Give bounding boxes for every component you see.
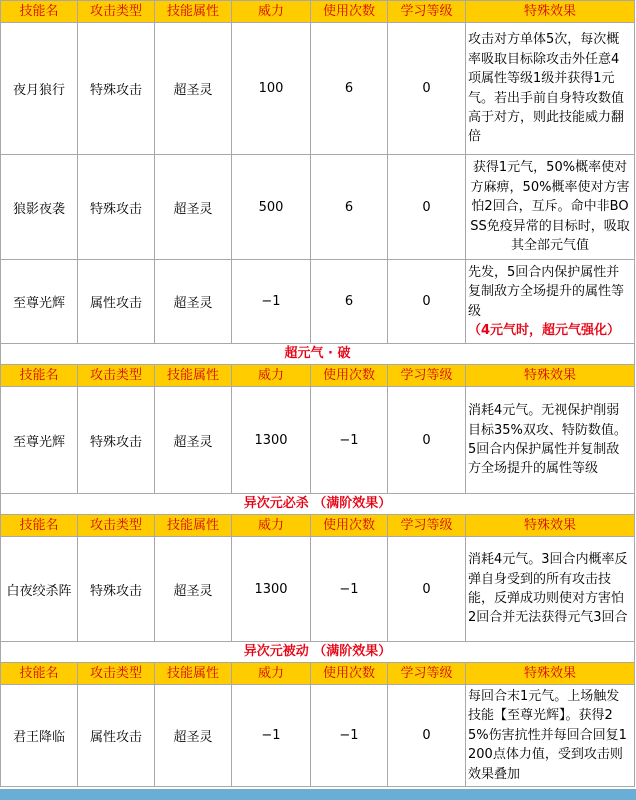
header-attack-type: 攻击类型 <box>78 515 155 537</box>
header-learn-level: 学习等级 <box>388 365 466 387</box>
header-uses: 使用次数 <box>311 1 388 23</box>
table-row <box>1 685 635 787</box>
learn-level-value: 0 <box>388 387 466 494</box>
table-row <box>1 23 635 155</box>
attack-type: 特殊攻击 <box>78 537 155 642</box>
uses-value: 6 <box>311 23 388 155</box>
header-learn-level: 学习等级 <box>388 515 466 537</box>
skill-attribute: 超圣灵 <box>155 537 232 642</box>
bottom-divider-bar <box>0 789 636 800</box>
uses-value: −1 <box>311 685 388 787</box>
header-uses: 使用次数 <box>311 365 388 387</box>
header-skill-name: 技能名 <box>1 663 78 685</box>
skill-name: 至尊光辉 <box>1 387 78 494</box>
skill-attribute: 超圣灵 <box>155 23 232 155</box>
table-row <box>1 387 635 494</box>
header-skill-name: 技能名 <box>1 1 78 23</box>
header-special-effect: 特殊效果 <box>466 663 635 685</box>
attack-type: 特殊攻击 <box>78 155 155 260</box>
header-attack-type: 攻击类型 <box>78 663 155 685</box>
attack-type: 属性攻击 <box>78 685 155 787</box>
header-learn-level: 学习等级 <box>388 1 466 23</box>
section-title-passive: 异次元被动 （满阶效果） <box>1 642 635 663</box>
header-uses: 使用次数 <box>311 663 388 685</box>
skill-attribute: 超圣灵 <box>155 260 232 344</box>
power-value: −1 <box>232 260 311 344</box>
uses-value: 6 <box>311 260 388 344</box>
skill-attribute: 超圣灵 <box>155 155 232 260</box>
skill-attribute: 超圣灵 <box>155 685 232 787</box>
table-header-row <box>1 515 635 537</box>
table-header-row <box>1 365 635 387</box>
special-effect: 获得1元气，50%概率使对方麻痹，50%概率使对方害怕2回合，互斥。命中非BOSS免疫异常的目标时，吸取其全部元气值 <box>466 155 635 260</box>
section-title-super-break: 超元气 · 破 <box>1 344 635 365</box>
special-effect-text: 先发，5回合内保护属性并复制敌方全场提升的属性等级 <box>468 264 625 319</box>
header-power: 威力 <box>232 663 311 685</box>
learn-level-value: 0 <box>388 685 466 787</box>
header-skill-attribute: 技能属性 <box>155 365 232 387</box>
header-uses: 使用次数 <box>311 515 388 537</box>
uses-value: −1 <box>311 387 388 494</box>
table-header-row <box>1 663 635 685</box>
header-attack-type: 攻击类型 <box>78 365 155 387</box>
header-power: 威力 <box>232 365 311 387</box>
attack-type: 特殊攻击 <box>78 23 155 155</box>
header-power: 威力 <box>232 515 311 537</box>
special-effect-highlight: （4元气时，超元气强化） <box>468 322 621 338</box>
header-special-effect: 特殊效果 <box>466 1 635 23</box>
learn-level-value: 0 <box>388 260 466 344</box>
special-effect: 每回合末1元气。上场触发技能【至尊光辉】。获得25%伤害抗性并每回合回复1200点体力值，受到攻击则效果叠加 <box>466 685 635 787</box>
learn-level-value: 0 <box>388 23 466 155</box>
special-effect <box>466 260 635 344</box>
header-learn-level: 学习等级 <box>388 663 466 685</box>
power-value: 1300 <box>232 387 311 494</box>
uses-value: −1 <box>311 537 388 642</box>
uses-value: 6 <box>311 155 388 260</box>
table-row <box>1 537 635 642</box>
skill-name: 至尊光辉 <box>1 260 78 344</box>
section-title-finisher: 异次元必杀 （满阶效果） <box>1 494 635 515</box>
learn-level-value: 0 <box>388 155 466 260</box>
table-header-row <box>1 1 635 23</box>
skill-name: 君王降临 <box>1 685 78 787</box>
skill-name: 白夜绞杀阵 <box>1 537 78 642</box>
power-value: −1 <box>232 685 311 787</box>
section-title-row <box>1 494 635 515</box>
learn-level-value: 0 <box>388 537 466 642</box>
header-skill-attribute: 技能属性 <box>155 515 232 537</box>
skill-name: 夜月狼行 <box>1 23 78 155</box>
header-power: 威力 <box>232 1 311 23</box>
header-skill-attribute: 技能属性 <box>155 1 232 23</box>
section-title-row <box>1 642 635 663</box>
power-value: 100 <box>232 23 311 155</box>
header-skill-attribute: 技能属性 <box>155 663 232 685</box>
header-skill-name: 技能名 <box>1 515 78 537</box>
attack-type: 特殊攻击 <box>78 387 155 494</box>
table-row <box>1 260 635 344</box>
attack-type: 属性攻击 <box>78 260 155 344</box>
special-effect: 消耗4元气。无视保护削弱目标35%双攻、特防数值。5回合内保护属性并复制敌方全场提升的属性等级 <box>466 387 635 494</box>
skill-attribute: 超圣灵 <box>155 387 232 494</box>
header-special-effect: 特殊效果 <box>466 515 635 537</box>
header-attack-type: 攻击类型 <box>78 1 155 23</box>
special-effect: 攻击对方单体5次，每次概率吸取目标除攻击外任意4项属性等级1级并获得1元气。若出手前自身特攻数值高于对方，则此技能威力翻倍 <box>466 23 635 155</box>
table-row <box>1 155 635 260</box>
skill-name: 狼影夜袭 <box>1 155 78 260</box>
special-effect: 消耗4元气。3回合内概率反弹自身受到的所有攻击技能，反弹成功则使对方害怕2回合并无法获得元气3回合 <box>466 537 635 642</box>
header-special-effect: 特殊效果 <box>466 365 635 387</box>
power-value: 1300 <box>232 537 311 642</box>
section-title-row <box>1 344 635 365</box>
power-value: 500 <box>232 155 311 260</box>
header-skill-name: 技能名 <box>1 365 78 387</box>
